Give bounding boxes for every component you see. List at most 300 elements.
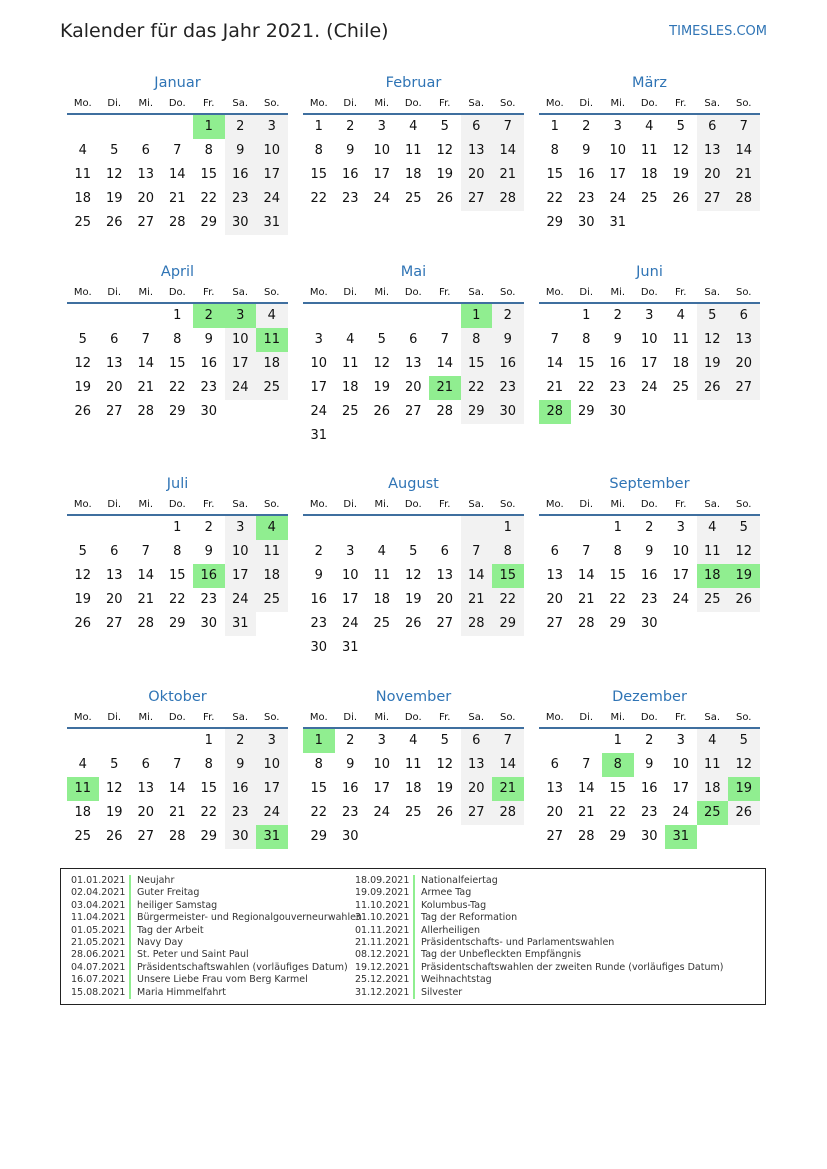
day-cell: 30 [225,825,257,849]
legend-column-left [71,875,362,999]
day-cell: 28 [168,829,186,844]
day-cell: 24 [225,588,257,612]
day-cell: 18 [74,191,92,206]
legend-holiday-name: Allerheiligen [421,924,481,936]
day-cell: 24 [373,191,391,206]
legend-row [355,887,723,899]
weekday-label: Di. [579,287,594,298]
weekday-label: Do. [168,712,186,723]
legend-row [355,974,723,986]
day-cell: 13 [546,568,564,583]
legend-date: 19.09.2021 [355,887,415,899]
day-cell: 26 [74,616,92,631]
legend-date: 25.12.2021 [355,974,415,986]
month-name: August [388,476,439,492]
empty-cell [99,729,131,753]
day-cell: 9 [204,544,213,559]
day-cell: 15 [168,568,186,583]
day-cell: 14 [577,781,595,796]
day-cell: 19 [105,191,123,206]
day-cell: 30 [200,616,218,631]
legend-row [355,912,723,924]
day-cell: 3 [256,115,288,139]
day-cell: 25 [672,380,690,395]
day-cell: 26 [436,191,454,206]
day-cell: 21 [728,163,760,187]
day-cell: 11 [256,540,288,564]
day-cell: 19 [373,380,391,395]
day-cell: 5 [676,119,685,134]
month-name: November [375,689,452,705]
day-cell: 2 [346,733,355,748]
day-cell: 22 [200,191,218,206]
day-cell: 17 [640,356,658,371]
day-cell: 8 [173,544,182,559]
day-cell: 3 [346,544,355,559]
day-cell: 16 [341,781,359,796]
day-cell: 19 [728,564,760,588]
month-mai [303,261,524,448]
brand-link[interactable]: TIMESLES.COM [669,24,767,39]
day-cell: 5 [440,733,449,748]
empty-cell [130,516,162,540]
day-cell: 27 [105,404,123,419]
day-cell: 7 [728,115,760,139]
day-grid [303,304,524,448]
day-cell: 6 [461,115,493,139]
empty-cell [335,304,367,328]
day-cell: 11 [67,777,99,801]
day-cell: 25 [640,191,658,206]
day-cell: 22 [310,805,328,820]
legend-row [355,937,723,949]
day-grid [303,115,524,211]
day-cell: 14 [168,781,186,796]
day-cell: 14 [461,564,493,588]
weekday-label: Do. [640,98,658,109]
day-cell: 13 [105,568,123,583]
day-cell: 9 [346,757,355,772]
day-cell: 13 [137,167,155,182]
legend-date: 21.11.2021 [355,937,415,949]
day-cell: 28 [137,404,155,419]
day-cell: 1 [173,520,182,535]
day-cell: 2 [225,115,257,139]
month-april [67,261,288,424]
legend-row [71,937,362,949]
day-cell: 20 [697,163,729,187]
weekday-label: Do. [404,287,422,298]
day-cell: 4 [256,304,288,328]
day-cell: 15 [310,167,328,182]
day-cell: 23 [640,805,658,820]
day-cell: 8 [173,332,182,347]
weekday-label: Fr. [439,98,451,109]
day-cell: 6 [141,143,150,158]
day-cell: 20 [546,592,564,607]
empty-cell [130,115,162,139]
day-cell: 6 [461,729,493,753]
day-cell: 17 [225,352,257,376]
day-cell: 12 [672,143,690,158]
weekday-label: So. [736,712,752,723]
legend-column-right [355,875,723,999]
weekday-label: Mo. [545,499,564,510]
day-cell: 11 [256,328,288,352]
day-cell: 4 [78,757,87,772]
day-cell: 15 [546,167,564,182]
day-cell: 8 [602,753,634,777]
day-cell: 25 [341,404,359,419]
day-cell: 3 [676,520,685,535]
day-cell: 14 [168,167,186,182]
weekday-header [539,710,760,729]
empty-cell [571,516,603,540]
day-cell: 24 [256,801,288,825]
day-cell: 4 [676,308,685,323]
day-cell: 12 [105,781,123,796]
weekday-label: Mi. [610,499,626,510]
weekday-label: Di. [343,712,358,723]
day-cell: 3 [377,119,386,134]
day-cell: 9 [346,143,355,158]
day-cell: 15 [609,568,627,583]
legend-date: 18.09.2021 [355,875,415,887]
weekday-label: Sa. [468,712,485,723]
legend-row [71,912,362,924]
weekday-label: So. [264,712,280,723]
weekday-label: So. [736,287,752,298]
weekday-label: Mi. [610,287,626,298]
day-cell: 22 [546,191,564,206]
day-cell: 22 [577,380,595,395]
day-cell: 20 [546,805,564,820]
weekday-label: Mo. [309,287,328,298]
day-cell: 16 [225,163,257,187]
day-cell: 12 [728,540,760,564]
weekday-header [539,285,760,304]
day-cell: 27 [546,616,564,631]
empty-cell [429,516,461,540]
weekday-label: So. [264,98,280,109]
legend-holiday-name: Tag der Arbeit [137,924,204,936]
day-cell: 10 [341,568,359,583]
day-cell: 2 [582,119,591,134]
day-cell: 31 [665,825,697,849]
day-cell: 24 [225,376,257,400]
weekday-label: Fr. [675,499,687,510]
day-cell: 31 [256,825,288,849]
empty-cell [99,304,131,328]
day-cell: 6 [550,544,559,559]
day-cell: 28 [461,612,493,636]
day-cell: 4 [697,516,729,540]
day-cell: 27 [461,187,493,211]
day-cell: 11 [74,167,92,182]
day-cell: 14 [577,568,595,583]
day-cell: 6 [409,332,418,347]
day-cell: 10 [310,356,328,371]
weekday-header [67,285,288,304]
day-cell: 6 [440,544,449,559]
day-cell: 3 [613,119,622,134]
day-cell: 19 [436,167,454,182]
weekday-label: Mi. [138,287,154,298]
day-cell: 27 [728,376,760,400]
weekday-label: Mi. [610,98,626,109]
day-cell: 1 [582,308,591,323]
day-cell: 16 [225,777,257,801]
day-cell: 13 [137,781,155,796]
day-cell: 7 [173,757,182,772]
weekday-label: Mo. [73,98,92,109]
day-cell: 24 [310,404,328,419]
weekday-label: Mi. [374,499,390,510]
day-cell: 16 [577,167,595,182]
weekday-label: Do. [640,499,658,510]
weekday-label: Sa. [704,287,721,298]
day-cell: 7 [461,540,493,564]
day-cell: 7 [440,332,449,347]
day-cell: 19 [404,592,422,607]
day-cell: 11 [697,753,729,777]
day-cell: 16 [341,167,359,182]
empty-cell [67,729,99,753]
weekday-label: Mi. [374,287,390,298]
legend-holiday-name: Präsidentschafts- und Parlamentswahlen [421,936,615,948]
weekday-label: Di. [107,287,122,298]
empty-cell [398,304,430,328]
day-cell: 15 [168,356,186,371]
day-cell: 20 [137,191,155,206]
weekday-label: Mo. [73,712,92,723]
day-cell: 21 [429,376,461,400]
empty-cell [67,516,99,540]
empty-cell [162,729,194,753]
legend-holiday-name: Silvester [421,986,463,998]
day-cell: 2 [613,308,622,323]
day-cell: 15 [310,781,328,796]
day-cell: 29 [200,215,218,230]
weekday-label: So. [736,499,752,510]
legend-date: 01.01.2021 [71,875,131,887]
weekday-header [303,497,524,516]
day-cell: 5 [78,332,87,347]
day-cell: 8 [204,757,213,772]
day-cell: 11 [672,332,690,347]
day-cell: 16 [310,592,328,607]
day-cell: 16 [492,352,524,376]
weekday-label: So. [500,712,516,723]
weekday-label: So. [500,499,516,510]
legend-row [355,962,723,974]
day-cell: 1 [613,733,622,748]
day-cell: 2 [645,520,654,535]
day-cell: 14 [137,568,155,583]
day-cell: 31 [341,640,359,655]
weekday-label: Mo. [545,712,564,723]
month-oktober [67,686,288,849]
day-cell: 23 [577,191,595,206]
legend-date: 08.12.2021 [355,949,415,961]
day-cell: 22 [609,805,627,820]
day-cell: 25 [404,191,422,206]
day-cell: 28 [577,616,595,631]
day-cell: 25 [256,588,288,612]
legend-holiday-name: Tag der Reformation [421,912,518,924]
day-cell: 21 [577,592,595,607]
day-cell: 15 [577,356,595,371]
weekday-label: Sa. [468,287,485,298]
day-cell: 21 [461,588,493,612]
weekday-label: Mi. [610,712,626,723]
day-cell: 20 [461,777,493,801]
day-cell: 11 [404,757,422,772]
day-cell: 3 [314,332,323,347]
weekday-label: Fr. [439,712,451,723]
weekday-label: Mi. [374,712,390,723]
day-grid [539,115,760,235]
day-cell: 17 [373,781,391,796]
weekday-header [67,710,288,729]
weekday-label: Mi. [138,712,154,723]
month-name: September [609,476,690,492]
legend-date: 21.05.2021 [71,937,131,949]
day-cell: 14 [492,139,524,163]
day-cell: 6 [728,304,760,328]
day-cell: 17 [256,163,288,187]
day-cell: 1 [193,115,225,139]
day-cell: 6 [141,757,150,772]
weekday-label: Fr. [439,499,451,510]
day-cell: 29 [461,400,493,424]
day-cell: 16 [640,568,658,583]
legend-date: 28.06.2021 [71,949,131,961]
weekday-header [67,497,288,516]
day-cell: 3 [225,304,257,328]
legend-date: 31.10.2021 [355,912,415,924]
day-cell: 19 [74,380,92,395]
month-dezember [539,686,760,849]
weekday-label: Fr. [203,98,215,109]
day-cell: 10 [225,540,257,564]
weekday-label: Di. [343,287,358,298]
day-cell: 29 [609,829,627,844]
day-cell: 1 [303,729,335,753]
day-cell: 21 [492,777,524,801]
day-cell: 5 [409,544,418,559]
day-cell: 30 [341,829,359,844]
day-cell: 3 [256,729,288,753]
day-cell: 1 [550,119,559,134]
weekday-label: Do. [168,98,186,109]
day-cell: 11 [404,143,422,158]
legend-row [71,962,362,974]
month-name: Mai [400,264,427,280]
day-cell: 21 [137,592,155,607]
legend-row [71,875,362,887]
day-cell: 8 [314,757,323,772]
day-cell: 16 [200,356,218,371]
empty-cell [539,304,571,328]
day-cell: 13 [697,139,729,163]
day-cell: 1 [314,119,323,134]
weekday-header [303,285,524,304]
weekday-label: Sa. [704,499,721,510]
day-cell: 18 [640,167,658,182]
day-cell: 15 [461,352,493,376]
day-cell: 3 [225,516,257,540]
day-cell: 5 [728,729,760,753]
legend-holiday-name: St. Peter und Saint Paul [137,949,249,961]
day-cell: 10 [640,332,658,347]
day-grid [67,729,288,849]
day-cell: 9 [613,332,622,347]
weekday-label: Sa. [468,98,485,109]
month-name: März [632,75,667,91]
day-cell: 2 [346,119,355,134]
empty-cell [539,516,571,540]
legend-date: 31.12.2021 [355,987,415,999]
day-grid [539,516,760,636]
day-cell: 21 [546,380,564,395]
day-cell: 12 [436,143,454,158]
weekday-label: Mo. [309,712,328,723]
weekday-label: Fr. [203,287,215,298]
day-cell: 19 [74,592,92,607]
day-cell: 9 [645,757,654,772]
weekday-label: Mo. [73,499,92,510]
day-cell: 26 [74,404,92,419]
day-cell: 21 [168,191,186,206]
weekday-label: Do. [640,712,658,723]
day-cell: 12 [74,356,92,371]
day-cell: 4 [645,119,654,134]
legend-row [71,974,362,986]
day-cell: 18 [404,781,422,796]
day-cell: 13 [461,753,493,777]
legend-holiday-name: Kolumbus-Tag [421,899,487,911]
day-cell: 27 [697,187,729,211]
holiday-legend [60,868,766,1005]
legend-date: 04.07.2021 [71,962,131,974]
day-cell: 31 [310,428,328,443]
day-cell: 16 [609,356,627,371]
weekday-label: Fr. [203,712,215,723]
day-cell: 23 [640,592,658,607]
day-cell: 5 [440,119,449,134]
day-cell: 23 [310,616,328,631]
day-cell: 25 [697,588,729,612]
day-cell: 2 [225,729,257,753]
day-cell: 26 [404,616,422,631]
day-cell: 22 [168,380,186,395]
day-grid [67,115,288,235]
month-name: Dezember [612,689,687,705]
weekday-label: Do. [168,287,186,298]
day-cell: 30 [492,400,524,424]
legend-holiday-name: Maria Himmelfahrt [137,986,226,998]
day-cell: 16 [193,564,225,588]
empty-cell [99,516,131,540]
day-cell: 13 [404,356,422,371]
weekday-label: Fr. [203,499,215,510]
day-cell: 23 [341,805,359,820]
day-cell: 27 [436,616,454,631]
day-cell: 11 [640,143,658,158]
weekday-label: Mo. [309,499,328,510]
day-cell: 10 [672,757,690,772]
